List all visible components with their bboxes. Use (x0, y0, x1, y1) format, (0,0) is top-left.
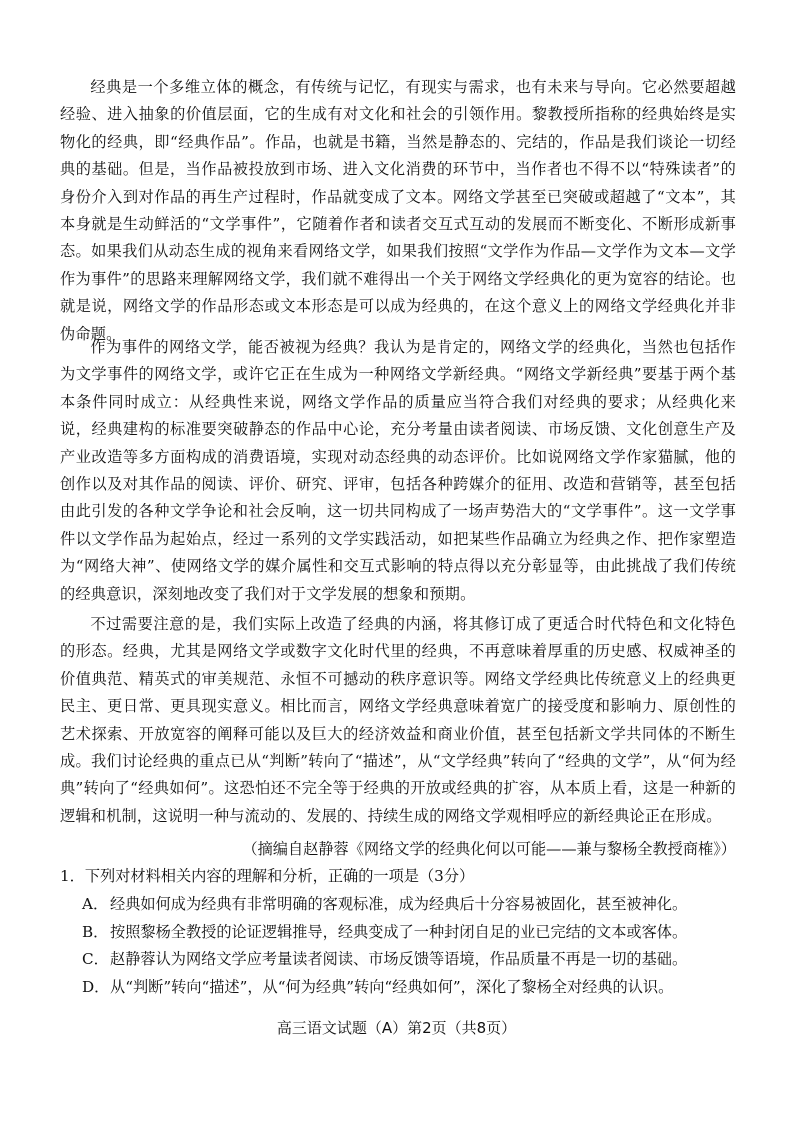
passage-paragraph-3: 不过需要注意的是，我们实际上改造了经典的内涵，将其修订成了更适合时代特色和文化特色的形态。经典，尤其是网络文学或数字文化时代里的经典，不再意味着厚重的历史感、权威神圣的价值典范、精英式的审美规范、永恒不可撼动的秩序意识等。网络文学经典比传统意义上的经典更民主、更日常、更具现实意义。相比而言，网络文学经典意味着宽广的接受度和影响力、原创性的艺术探索、开放宽容的阐释可能以及巨大的经济效益和商业价值，甚至包括新文学共同体的不断生成。我们讨论经典的重点已从“判断”转向了“描述”，从“文学经典”转向了“经典的文学”，从“何为经典”转向了“经典如何”。这恐怕还不完全等于经典的开放或经典的扩容，从本质上看，这是一种新的逻辑和机制，这说明一种与流动的、发展的、持续生成的网络文学观相呼应的新经典论正在形成。 (60, 615, 736, 825)
option-text: 从“判断”转向“描述”，从“何为经典”转向“经典如何”，深化了黎杨全对经典的认识。 (110, 977, 674, 996)
passage-source: （摘编自赵静蓉《网络文学的经典化何以可能——兼与黎杨全教授商榷》） (242, 840, 736, 858)
option-letter: D． (82, 977, 110, 996)
passage-paragraph-2: 作为事件的网络文学，能否被视为经典？我认为是肯定的，网络文学的经典化，当然也包括作为文学事件的网络文学，或许它正在生成为一种网络文学新经典。“网络文学新经典”要基于两个基本条件同时成立：从经典性来说，网络文学作品的质量应当符合我们对经典的要求；从经典化来说，经典建构的标准要突破静态的作品中心论，充分考量由读者阅读、市场反馈、文化创意生产及产业改造等多方面构成的消费语境，实现对动态经典的动态评价。比如说网络文学作家猫腻，他的创作以及对其作品的阅读、评价、研究、评审，包括各种跨媒介的征用、改造和营销等，甚至包括由此引发的各种文学争论和社会反响，这一切共同构成了一场声势浩大的“文学事件”。这一文学事件以文学作品为起始点，经过一系列的文学实践活动，如把某些作品确立为经典之作、把作家塑造为“网络大神”、使网络文学的媒介属性和交互式影响的特点得以充分彰显等，由此挑战了我们传统的经典意识，深刻地改变了我们对于文学发展的想象和预期。 (60, 338, 736, 603)
option-text: 经典如何成为经典有非常明确的客观标准，成为经典后十分容易被固化，甚至被神化。 (110, 895, 688, 913)
question-stem: 1．下列对材料相关内容的理解和分析，正确的一项是（3分） (60, 867, 475, 885)
option-text: 按照黎杨全教授的论证逻辑推导，经典变成了一种封闭自足的业已完结的文本或客体。 (110, 922, 688, 941)
option-c (82, 946, 736, 974)
option-letter: A． (82, 895, 109, 913)
page-footer: 高三语文试题（A）第2页（共8页） (276, 1019, 517, 1037)
option-d (82, 974, 736, 1002)
option-a (82, 891, 736, 919)
answer-options (82, 891, 736, 1001)
option-b (82, 919, 736, 947)
option-letter: C． (82, 950, 109, 969)
option-text: 赵静蓉认为网络文学应考量读者阅读、市场反馈等语境，作品质量不再是一切的基础。 (110, 950, 688, 969)
passage-paragraph-1: 经典是一个多维立体的概念，有传统与记忆，有现实与需求，也有未来与导向。它必然要超越经验、进入抽象的价值层面，它的生成有对文化和社会的引领作用。黎教授所指称的经典始终是实物化的经典，即“经典作品”。作品，也就是书籍，当然是静态的、完结的，作品是我们谈论一切经典的基础。但是，当作品被投放到市场、进入文化消费的环节中，当作者也不得不以“特殊读者”的身份介入到对作品的再生产过程时，作品就变成了文本。网络文学甚至已突破或超越了“文本”，其本身就是生动鲜活的“文学事件”，它随着作者和读者交互式互动的发展而不断变化、不断形成新事态。如果我们从动态生成的视角来看网络文学，如果我们按照“文学作为作品—文学作为文本—文学作为事件”的思路来理解网络文学，我们就不难得出一个关于网络文学经典化的更为宽容的结论。也就是说，网络文学的作品形态或文本形态是可以成为经典的，在这个意义上的网络文学经典化并非伪命题。 (60, 78, 736, 343)
option-letter: B． (82, 922, 109, 941)
